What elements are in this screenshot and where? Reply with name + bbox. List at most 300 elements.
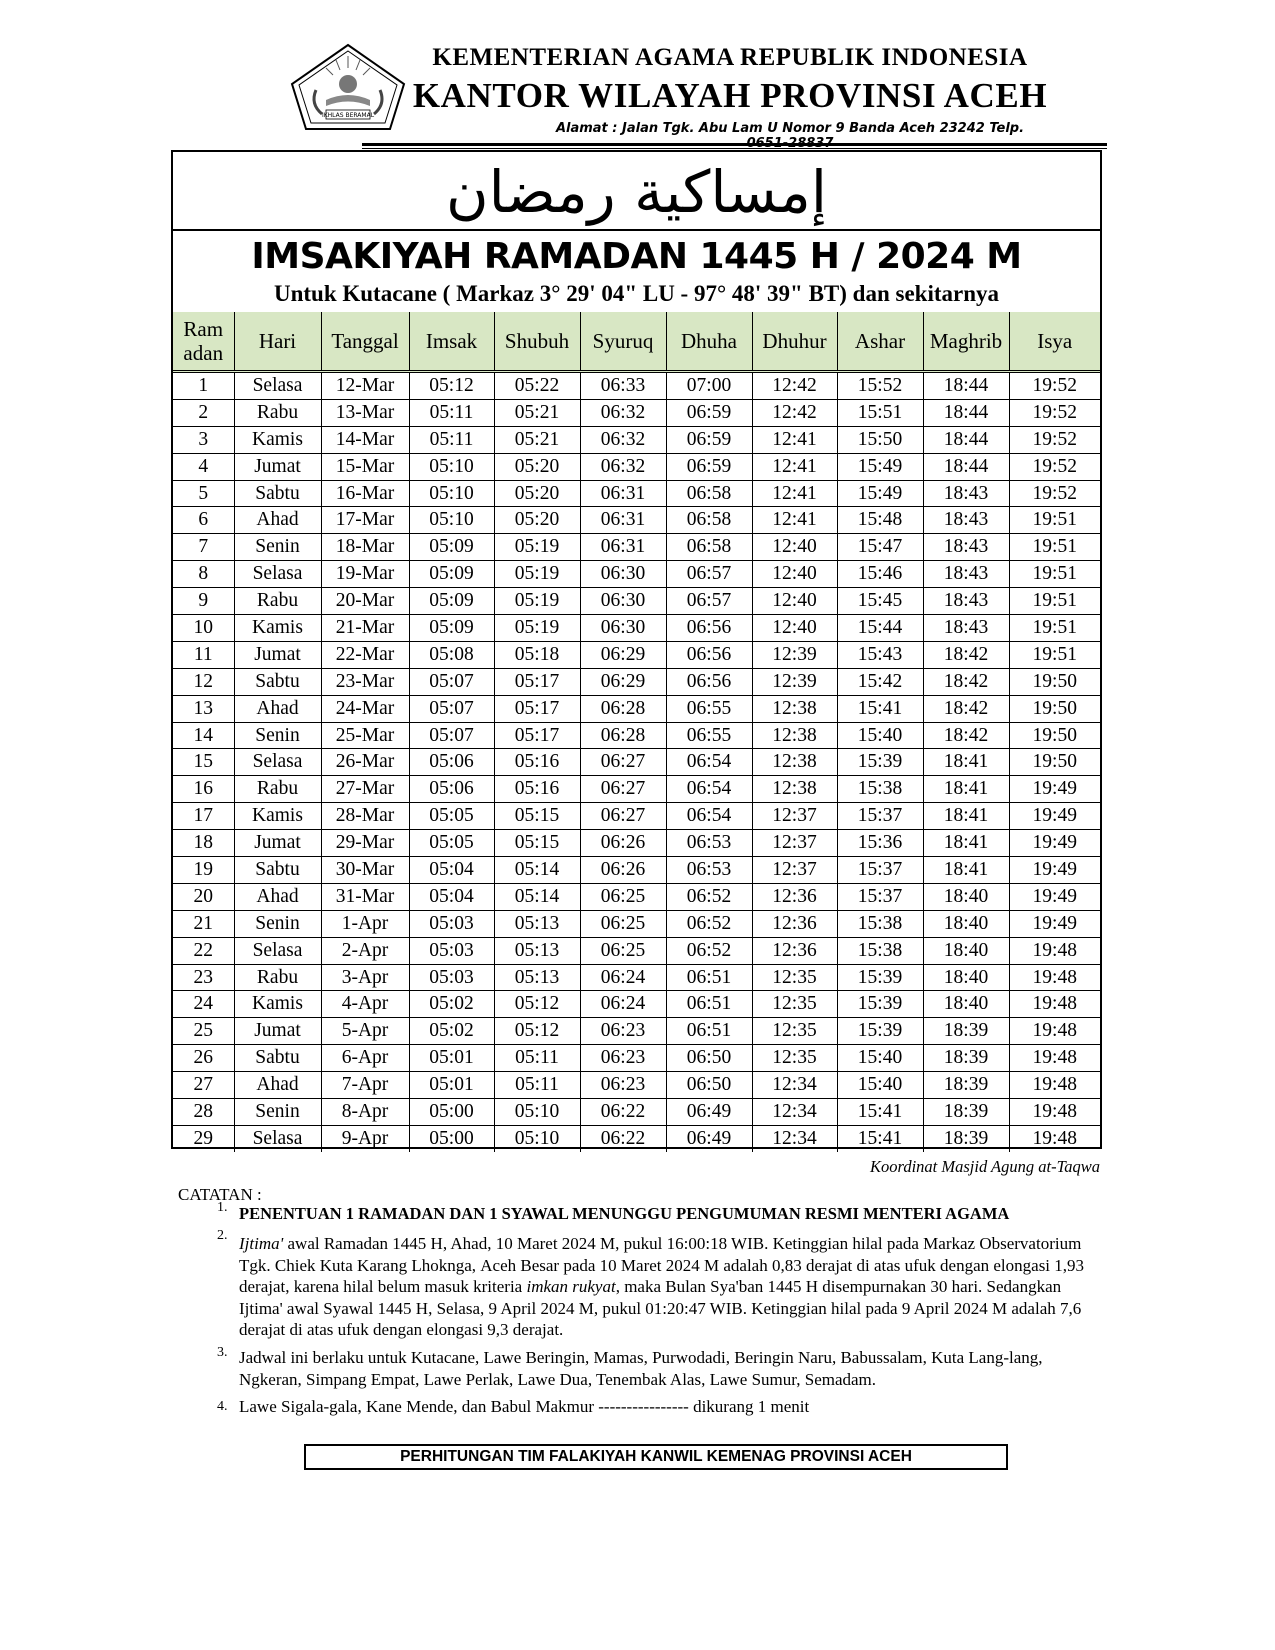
table-cell: 06:26 [580, 830, 666, 857]
table-cell: 12:34 [752, 1099, 837, 1126]
table-cell: 05:09 [409, 588, 494, 615]
table-cell: 06:33 [580, 372, 666, 400]
table-cell: 05:15 [494, 803, 580, 830]
table-cell: 05:05 [409, 803, 494, 830]
table-cell: Sabtu [234, 1045, 321, 1072]
table-cell: Selasa [234, 1125, 321, 1151]
table-cell: 22 [173, 937, 234, 964]
table-cell: 06:52 [666, 910, 752, 937]
table-cell: 05:14 [494, 857, 580, 884]
table-cell: 05:13 [494, 964, 580, 991]
table-row [173, 399, 1100, 426]
header-rule-thin [362, 148, 1107, 149]
table-cell: 19:49 [1009, 857, 1100, 884]
table-cell: 13-Mar [321, 399, 409, 426]
table-cell: Jumat [234, 830, 321, 857]
table-cell: 06:23 [580, 1072, 666, 1099]
table-cell: 06:54 [666, 803, 752, 830]
table-cell: 15:50 [837, 426, 923, 453]
term-imkan-rukyat: imkan rukyat [526, 1277, 616, 1296]
table-cell: 05:19 [494, 534, 580, 561]
note-number: 4. [217, 1399, 228, 1414]
table-cell: Selasa [234, 561, 321, 588]
table-cell: 06:58 [666, 480, 752, 507]
table-cell: 26-Mar [321, 749, 409, 776]
note-4: Lawe Sigala-gala, Kane Mende, dan Babul Makmur ---------------- dikurang 1 menit [239, 1397, 810, 1416]
table-cell: 15:41 [837, 1099, 923, 1126]
table-cell: 19:52 [1009, 399, 1100, 426]
table-cell: 24-Mar [321, 695, 409, 722]
table-cell: 06:29 [580, 641, 666, 668]
table-cell: Sabtu [234, 480, 321, 507]
table-cell: 19:49 [1009, 803, 1100, 830]
coordinate-note: Koordinat Masjid Agung at-Taqwa [870, 1157, 1100, 1176]
table-cell: 19:49 [1009, 776, 1100, 803]
table-cell: 06:32 [580, 399, 666, 426]
table-cell: 19:52 [1009, 426, 1100, 453]
table-cell: 12:40 [752, 615, 837, 642]
table-cell: 05:10 [409, 453, 494, 480]
table-cell: 06:54 [666, 749, 752, 776]
table-cell: 06:53 [666, 830, 752, 857]
table-row [173, 1125, 1100, 1151]
column-header: Ashar [837, 312, 923, 372]
table-cell: 18:43 [923, 561, 1009, 588]
table-row [173, 588, 1100, 615]
table-cell: 06:30 [580, 588, 666, 615]
table-cell: Kamis [234, 803, 321, 830]
table-cell: 12-Mar [321, 372, 409, 400]
table-cell: 05:12 [494, 1018, 580, 1045]
table-cell: 05:17 [494, 695, 580, 722]
table-cell: 05:16 [494, 749, 580, 776]
table-cell: 06:22 [580, 1125, 666, 1151]
table-cell: 05:09 [409, 534, 494, 561]
table-cell: 15-Mar [321, 453, 409, 480]
table-cell: 06:32 [580, 453, 666, 480]
column-header: Tanggal [321, 312, 409, 372]
table-cell: 05:18 [494, 641, 580, 668]
table-cell: 06:23 [580, 1018, 666, 1045]
note-2 [239, 1233, 1109, 1341]
table-cell: 15:51 [837, 399, 923, 426]
table-cell: Sabtu [234, 668, 321, 695]
table-cell: 3-Apr [321, 964, 409, 991]
table-cell: 12:34 [752, 1072, 837, 1099]
table-cell: 31-Mar [321, 883, 409, 910]
org-name-office: KANTOR WILAYAH PROVINSI ACEH [412, 76, 1048, 115]
table-row [173, 641, 1100, 668]
table-cell: 5-Apr [321, 1018, 409, 1045]
table-cell: 05:02 [409, 991, 494, 1018]
table-cell: 18:42 [923, 722, 1009, 749]
table-row [173, 991, 1100, 1018]
column-header: Ram adan [173, 312, 234, 372]
table-cell: 28-Mar [321, 803, 409, 830]
table-cell: 22-Mar [321, 641, 409, 668]
table-cell: 05:16 [494, 776, 580, 803]
table-cell: Senin [234, 722, 321, 749]
table-cell: Ahad [234, 883, 321, 910]
table-cell: 18:44 [923, 399, 1009, 426]
note-number: 3. [217, 1345, 228, 1360]
header-rule [362, 143, 1107, 146]
table-cell: 19:52 [1009, 453, 1100, 480]
table-cell: 15:49 [837, 453, 923, 480]
table-row [173, 561, 1100, 588]
table-cell: Jumat [234, 453, 321, 480]
table-cell: 2 [173, 399, 234, 426]
table-cell: 05:11 [494, 1045, 580, 1072]
table-cell: 18:39 [923, 1072, 1009, 1099]
table-cell: 06:57 [666, 588, 752, 615]
table-cell: 18:39 [923, 1018, 1009, 1045]
table-row [173, 615, 1100, 642]
table-cell: 18:43 [923, 507, 1009, 534]
table-cell: 05:04 [409, 883, 494, 910]
table-cell: 12:40 [752, 534, 837, 561]
table-cell: 06:49 [666, 1125, 752, 1151]
table-cell: 05:14 [494, 883, 580, 910]
table-cell: Jumat [234, 1018, 321, 1045]
table-cell: 11 [173, 641, 234, 668]
table-cell: 12:35 [752, 964, 837, 991]
table-cell: 20-Mar [321, 588, 409, 615]
table-row [173, 534, 1100, 561]
location-subtitle: Untuk Kutacane ( Markaz 3° 29' 04" LU - 97° 48' 39" BT) dan sekitarnya [273, 281, 1000, 306]
column-header: Hari [234, 312, 321, 372]
svg-text:IKHLAS BERAMAL: IKHLAS BERAMAL [321, 112, 375, 119]
table-cell: 18 [173, 830, 234, 857]
table-cell: Ahad [234, 1072, 321, 1099]
table-cell: 06:54 [666, 776, 752, 803]
table-cell: 05:13 [494, 910, 580, 937]
table-cell: 18:43 [923, 588, 1009, 615]
table-row [173, 1018, 1100, 1045]
table-cell: 16-Mar [321, 480, 409, 507]
divider [173, 229, 1100, 231]
table-row [173, 910, 1100, 937]
table-cell: 06:49 [666, 1099, 752, 1126]
table-cell: 15:49 [837, 480, 923, 507]
table-cell: 9 [173, 588, 234, 615]
table-cell: 05:10 [409, 507, 494, 534]
note-number: 1. [217, 1200, 228, 1215]
table-cell: 12:36 [752, 883, 837, 910]
table-row [173, 937, 1100, 964]
table-cell: 05:07 [409, 668, 494, 695]
table-cell: 06:30 [580, 561, 666, 588]
table-cell: 19:51 [1009, 588, 1100, 615]
table-cell: 23 [173, 964, 234, 991]
table-row [173, 372, 1100, 400]
table-cell: 12:35 [752, 1018, 837, 1045]
table-cell: 05:02 [409, 1018, 494, 1045]
table-cell: 19:48 [1032, 1127, 1077, 1149]
table-header-row [173, 312, 1100, 372]
table-cell: 05:20 [494, 507, 580, 534]
table-cell: 12:35 [752, 991, 837, 1018]
table-cell: 19:49 [1009, 910, 1100, 937]
table-cell: 28 [173, 1099, 234, 1126]
table-cell: 18:41 [923, 776, 1009, 803]
table-cell: 17-Mar [321, 507, 409, 534]
table-cell: 25 [173, 1018, 234, 1045]
table-cell: 18:42 [923, 668, 1009, 695]
table-cell: 05:21 [494, 399, 580, 426]
org-name-ministry: KEMENTERIAN AGAMA REPUBLIK INDONESIA [432, 44, 1028, 71]
table-cell: 05:15 [494, 830, 580, 857]
note-2-text-cont: , maka Bulan Sya'ban 1445 H disempurnakan 30 hari. Sedangkan Ijtima' awal Syawal 1445 H, Selasa, 9 April 2024 M, pukul 01:20:47 WIB. Ketinggian hilal pada 9 April 2024 M adalah 7,6 derajat di atas ufuk dengan elongasi 9,3 derajat. [239, 1277, 1082, 1339]
table-cell: 18:39 [923, 1125, 1009, 1151]
table-row [173, 883, 1100, 910]
table-cell: 06:50 [666, 1072, 752, 1099]
table-row [173, 722, 1100, 749]
table-cell: 06:25 [580, 910, 666, 937]
table-cell: 12:40 [752, 588, 837, 615]
table-cell: 05:20 [494, 480, 580, 507]
table-cell: 05:08 [409, 641, 494, 668]
table-row [173, 453, 1100, 480]
table-cell: 15:38 [837, 910, 923, 937]
table-cell: 12:42 [752, 372, 837, 400]
table-cell: 12:40 [752, 561, 837, 588]
table-cell: 10 [173, 615, 234, 642]
table-cell: 4 [173, 453, 234, 480]
table-cell: 12:36 [752, 937, 837, 964]
table-cell: 15:37 [837, 883, 923, 910]
table-cell: 15:40 [837, 722, 923, 749]
table-row [173, 964, 1100, 991]
table-cell: 15:38 [837, 937, 923, 964]
table-cell: 15:39 [837, 991, 923, 1018]
table-cell: 06:28 [580, 695, 666, 722]
table-cell: 15:44 [837, 615, 923, 642]
table-cell: 05:06 [409, 776, 494, 803]
table-cell: 12:41 [752, 453, 837, 480]
table-cell: 06:23 [580, 1045, 666, 1072]
table-cell: 29-Mar [321, 830, 409, 857]
table-row [173, 1045, 1100, 1072]
table-cell: 19:49 [1009, 830, 1100, 857]
table-cell: Ahad [234, 507, 321, 534]
column-header: Syuruq [580, 312, 666, 372]
table-cell: 12:38 [752, 695, 837, 722]
column-header: Maghrib [923, 312, 1009, 372]
table-cell: 12:37 [752, 803, 837, 830]
table-cell: 05:07 [409, 695, 494, 722]
table-cell: 15:41 [837, 1125, 923, 1151]
table-cell: Rabu [234, 399, 321, 426]
table-cell: 05:01 [409, 1072, 494, 1099]
table-cell: 06:51 [666, 991, 752, 1018]
table-cell: 12:35 [752, 1045, 837, 1072]
table-cell: Selasa [234, 749, 321, 776]
table-cell: 12:39 [752, 668, 837, 695]
table-cell: 12:41 [752, 480, 837, 507]
table-cell: 15:48 [837, 507, 923, 534]
table-cell: 18:40 [923, 910, 1009, 937]
notes-title: CATATAN : [178, 1185, 262, 1204]
table-cell: 9-Apr [321, 1125, 409, 1151]
table-cell: 12 [173, 668, 234, 695]
table-cell: 8 [173, 561, 234, 588]
table-cell: 15:39 [837, 964, 923, 991]
table-cell: 15:46 [837, 561, 923, 588]
table-cell: 15:40 [837, 1045, 923, 1072]
table-cell: 05:21 [494, 426, 580, 453]
table-cell: 06:26 [580, 857, 666, 884]
table-cell: 19:51 [1009, 534, 1100, 561]
table-cell: 15:52 [837, 372, 923, 400]
table-cell: 15 [173, 749, 234, 776]
document-title: IMSAKIYAH RAMADAN 1445 H / 2024 M [251, 236, 1022, 277]
table-cell: 05:12 [409, 372, 494, 400]
table-row [173, 830, 1100, 857]
table-cell: 15:37 [837, 857, 923, 884]
table-cell: 05:05 [409, 830, 494, 857]
table-row [173, 776, 1100, 803]
table-cell: 06:29 [580, 668, 666, 695]
table-cell: 18:40 [923, 883, 1009, 910]
table-cell: 18:43 [923, 615, 1009, 642]
table-cell: 18:40 [923, 964, 1009, 991]
table-cell: 18:40 [923, 991, 1009, 1018]
table-cell: 05:19 [494, 588, 580, 615]
table-cell: 05:11 [409, 399, 494, 426]
column-header: Dhuhur [752, 312, 837, 372]
table-cell: 05:17 [494, 668, 580, 695]
table-cell: 18:43 [923, 480, 1009, 507]
table-cell: 05:11 [494, 1072, 580, 1099]
table-cell: 06:59 [666, 399, 752, 426]
table-cell: 16 [173, 776, 234, 803]
table-cell: Ahad [234, 695, 321, 722]
column-header: Imsak [409, 312, 494, 372]
table-cell: 19:48 [1009, 1045, 1100, 1072]
table-cell: 12:36 [752, 910, 837, 937]
table-cell: 06:59 [666, 453, 752, 480]
table-row [173, 803, 1100, 830]
table-cell: 5 [173, 480, 234, 507]
table-cell: 19:51 [1009, 561, 1100, 588]
table-cell: 18:41 [923, 749, 1009, 776]
table-cell: 19:48 [1009, 1018, 1100, 1045]
table-body [173, 372, 1100, 1152]
table-cell: Jumat [234, 641, 321, 668]
term-ijtima: Ijtima' [239, 1234, 284, 1253]
table-cell: 19:51 [1009, 615, 1100, 642]
table-cell: Selasa [234, 372, 321, 400]
table-cell: 05:13 [494, 937, 580, 964]
table-row [173, 668, 1100, 695]
table-cell: 12:41 [752, 426, 837, 453]
table-cell: Kamis [234, 615, 321, 642]
table-cell: 06:55 [666, 695, 752, 722]
table-cell: 18:41 [923, 857, 1009, 884]
table-cell: 05:10 [494, 1125, 580, 1151]
table-cell: 18:41 [923, 803, 1009, 830]
imsakiyah-table [173, 312, 1100, 1152]
table-cell: 21-Mar [321, 615, 409, 642]
table-cell: 06:56 [666, 668, 752, 695]
table-cell: 06:31 [580, 534, 666, 561]
table-cell: 06:52 [666, 937, 752, 964]
table-cell: 12:38 [752, 722, 837, 749]
table-cell: 05:03 [409, 964, 494, 991]
table-cell: 18:44 [923, 453, 1009, 480]
table-cell: 4-Apr [321, 991, 409, 1018]
table-cell: 3 [173, 426, 234, 453]
table-cell: 18:42 [923, 641, 1009, 668]
table-cell: 06:28 [580, 722, 666, 749]
table-cell: 05:03 [409, 910, 494, 937]
table-cell: 06:57 [666, 561, 752, 588]
table-cell: 18:39 [923, 1045, 1009, 1072]
table-cell: 06:27 [580, 803, 666, 830]
table-cell: 06:58 [666, 507, 752, 534]
table-row [173, 695, 1100, 722]
table-cell: 27-Mar [321, 776, 409, 803]
table-cell: 23-Mar [321, 668, 409, 695]
table-cell: 19:49 [1009, 883, 1100, 910]
table-cell: 18:43 [923, 534, 1009, 561]
table-cell: 05:12 [494, 991, 580, 1018]
table-cell: 25-Mar [321, 722, 409, 749]
table-cell: 05:17 [494, 722, 580, 749]
table-cell: 06:22 [580, 1099, 666, 1126]
table-cell: 19:50 [1009, 668, 1100, 695]
note-1: PENENTUAN 1 RAMADAN DAN 1 SYAWAL MENUNGGU PENGUMUMAN RESMI MENTERI AGAMA [239, 1204, 1010, 1223]
table-cell: 19:51 [1009, 507, 1100, 534]
table-cell: 06:58 [666, 534, 752, 561]
table-cell: 12:37 [752, 857, 837, 884]
table-cell: 15:36 [837, 830, 923, 857]
table-row [173, 426, 1100, 453]
table-cell: 06:25 [580, 937, 666, 964]
table-cell: 15:45 [837, 588, 923, 615]
table-cell: Rabu [234, 964, 321, 991]
footer-credit: PERHITUNGAN TIM FALAKIYAH KANWIL KEMENAG PROVINSI ACEH [304, 1444, 1008, 1470]
table-cell: Sabtu [234, 857, 321, 884]
table-cell: 12:42 [752, 399, 837, 426]
table-cell: 2-Apr [321, 937, 409, 964]
table-cell: 05:10 [494, 1099, 580, 1126]
table-cell: 1 [173, 372, 234, 400]
table-cell: 19:48 [1009, 1099, 1100, 1126]
table-cell: 06:51 [666, 964, 752, 991]
table-cell: 06:24 [580, 964, 666, 991]
table-cell: Kamis [234, 426, 321, 453]
table-cell: 14 [173, 722, 234, 749]
table-cell: Rabu [234, 588, 321, 615]
table-cell: 15:41 [837, 695, 923, 722]
table-cell: 29 [173, 1125, 234, 1151]
table-cell: 19:50 [1009, 749, 1100, 776]
table-cell: 05:06 [409, 749, 494, 776]
table-cell: 06:27 [580, 749, 666, 776]
table-cell: 05:00 [409, 1099, 494, 1126]
table-cell: 05:03 [409, 937, 494, 964]
table-cell: 19:48 [1009, 1072, 1100, 1099]
table-cell: 14-Mar [321, 426, 409, 453]
table-cell: 12:39 [752, 641, 837, 668]
note-3: Jadwal ini berlaku untuk Kutacane, Lawe Beringin, Mamas, Purwodadi, Beringin Naru, Babussalam, Kuta Lang-lang, Ngkeran, Simpang Empat, Lawe Perlak, Lawe Dua, Tenembak Alas, Lawe Sumur, Semadam. [239, 1348, 1043, 1389]
office-address: Alamat : Jalan Tgk. Abu Lam U Nomor 9 Banda Aceh 23242 Telp. [555, 121, 1025, 136]
table-cell: 06:56 [666, 615, 752, 642]
table-cell: 05:11 [409, 426, 494, 453]
table-cell: 05:19 [494, 561, 580, 588]
